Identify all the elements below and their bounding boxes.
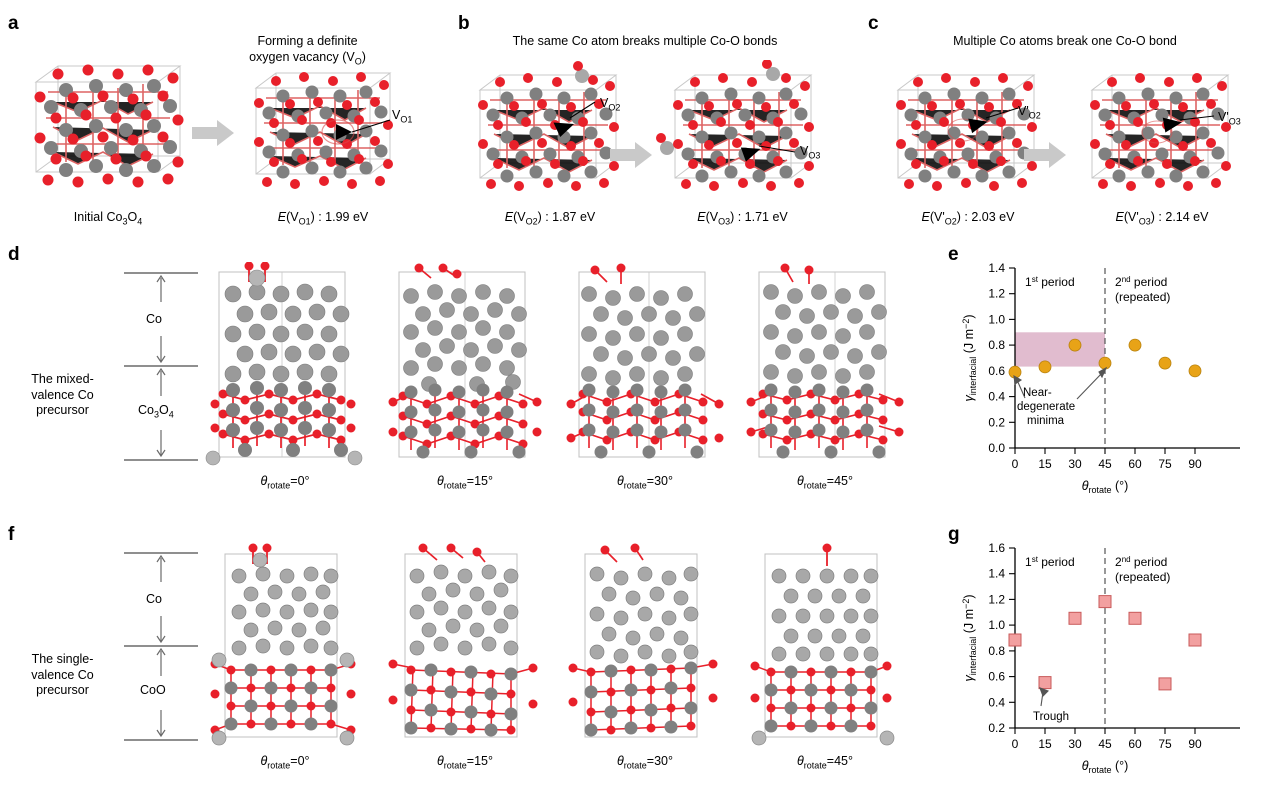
panel-d-stack-top-label: Co — [146, 312, 162, 326]
crystal-a-vacancy — [238, 60, 408, 198]
panel-c-title: Multiple Co atoms break one Co-O bond — [953, 34, 1177, 48]
panel-b-left-vacancy-sub: O2 — [608, 102, 621, 113]
panel-f-row-label-l1: The single- — [31, 652, 94, 666]
crystal-f-45 — [745, 542, 905, 747]
svg-text:60: 60 — [1128, 737, 1142, 751]
panel-d-caption-15: $\theta_{rotate}=15^\circ$ — [437, 474, 493, 491]
panel-letter-b: b — [458, 13, 470, 34]
panel-b-left-vacancy-label — [600, 96, 620, 114]
svg-text:0.6: 0.6 — [988, 669, 1005, 684]
panel-a-energy-sub: O1 — [298, 216, 311, 227]
crystal-d-15 — [385, 262, 545, 467]
svg-text:1.4: 1.4 — [988, 566, 1005, 581]
panel-a-left-caption: Initial $Co_3O_4$ — [73, 210, 143, 227]
crystal-f-0 — [205, 542, 365, 747]
svg-text:15: 15 — [1038, 737, 1052, 751]
panel-f-caption-45: $\theta_{rotate}=45^\circ$ — [797, 754, 853, 771]
svg-text:1.4: 1.4 — [988, 261, 1005, 275]
svg-text:0: 0 — [1011, 457, 1019, 471]
svg-text:1.2: 1.2 — [988, 592, 1005, 607]
panel-f-caption-15: $\theta_{rotate}=15^\circ$ — [437, 754, 493, 771]
svg-text:60: 60 — [1128, 457, 1142, 471]
svg-text:30: 30 — [1068, 737, 1082, 751]
panel-letter-d: d — [8, 244, 20, 265]
svg-text:0.8: 0.8 — [988, 643, 1005, 658]
panel-letter-e: e — [948, 244, 959, 265]
panel-a-right-caption: $E(V_{O1})$ : 1.99 eV — [277, 210, 369, 227]
panel-f-bracket — [118, 548, 204, 748]
panel-c-right-caption: $E(V'_{O3})$ : 2.14 eV — [1115, 210, 1209, 227]
svg-text:30: 30 — [1068, 457, 1082, 471]
svg-text:0.4: 0.4 — [988, 695, 1005, 710]
panel-b-right-cap-sub: O3 — [718, 216, 731, 227]
crystal-d-0 — [205, 262, 365, 467]
panel-c-left-vacancy-sub: O2 — [1028, 110, 1041, 121]
panel-b-left-vacancy-sym: V — [600, 96, 609, 110]
arrow-a — [190, 118, 236, 148]
svg-text:1.0: 1.0 — [988, 312, 1005, 327]
panel-a-title-line1: Forming a definite — [257, 34, 358, 48]
svg-text:2nd period: 2nd period — [1115, 275, 1168, 289]
panel-c-left-vacancy-sym: V' — [1018, 104, 1029, 118]
panel-b-right-vacancy-sym: V — [800, 144, 809, 158]
panel-d-bracket — [118, 268, 204, 468]
svg-text:15: 15 — [1038, 457, 1052, 471]
panel-c-left-cap-sub: O2 — [944, 216, 957, 227]
panel-a-vacancy-label — [392, 108, 412, 126]
svg-text:90: 90 — [1188, 737, 1202, 751]
crystal-d-30 — [565, 262, 725, 467]
crystal-d-45 — [745, 262, 905, 467]
panel-a-energy-E: E — [277, 210, 287, 224]
svg-text:0: 0 — [1011, 737, 1019, 751]
crystal-a-initial — [18, 52, 198, 197]
chart-e — [955, 258, 1255, 498]
svg-text:0.8: 0.8 — [988, 338, 1005, 353]
svg-text:0.6: 0.6 — [988, 363, 1005, 378]
svg-text:Near-: Near- — [1023, 387, 1052, 399]
panel-d-row-label-l2: valence Co — [31, 387, 94, 402]
svg-text:Trough: Trough — [1033, 711, 1070, 723]
panel-c-right-vacancy-sym: V' — [1218, 110, 1229, 124]
crystal-c-left — [878, 60, 1053, 200]
panel-f-row-label — [10, 652, 115, 699]
panel-d-caption-30: $\theta_{rotate}=30^\circ$ — [617, 474, 673, 491]
panel-a-vacancy-subscript: O1 — [400, 114, 413, 125]
svg-text:1st period: 1st period — [1025, 555, 1075, 569]
panel-letter-f: f — [8, 524, 15, 545]
panel-c-right-vacancy-sub: O3 — [1228, 116, 1241, 127]
svg-text:θrotate (°): $\theta_{rotate}$ (°) — [1081, 479, 1129, 495]
svg-text:0.4: 0.4 — [988, 389, 1005, 404]
panel-f-row-label-l3: precursor — [36, 683, 89, 698]
panel-b-right-caption: $E(V_{O3})$ : 1.71 eV — [697, 210, 788, 227]
svg-text:(repeated): (repeated) — [1115, 290, 1171, 304]
arrow-c — [1022, 140, 1068, 170]
svg-text:γinterfacial (J m−2): $\gamma_{interfacial}$ (J $m^{-2}$) — [961, 594, 978, 682]
panel-c-right-cap-sub: O3 — [1138, 216, 1151, 227]
panel-f-stack-top-label: Co — [146, 592, 162, 606]
panel-b-right-vacancy-sub: O3 — [808, 150, 821, 161]
panel-d-stack-bottom-label: $Co_3O_4$ — [138, 403, 174, 420]
svg-text:(repeated): (repeated) — [1115, 570, 1171, 584]
panel-letter-g: g — [948, 524, 960, 545]
crystal-b-right — [655, 60, 830, 200]
panel-f-row-label-l2: valence Co — [31, 667, 94, 682]
panel-a-title-line2: oxygen vacancy (V — [249, 49, 355, 64]
crystal-f-30 — [565, 542, 725, 747]
panel-b-title: The same Co atom breaks multiple Co-O bonds — [512, 34, 778, 48]
svg-text:minima: minima — [1027, 415, 1065, 427]
svg-text:2nd period: 2nd period — [1115, 555, 1168, 569]
crystal-b-left — [460, 60, 635, 200]
svg-text:0.2: 0.2 — [988, 415, 1005, 430]
panel-a-title-line2c: ) — [361, 49, 366, 64]
svg-text:1.2: 1.2 — [988, 286, 1005, 301]
panel-f-caption-30: $\theta_{rotate}=30^\circ$ — [617, 754, 673, 771]
svg-text:75: 75 — [1158, 457, 1172, 471]
panel-c-left-vacancy-label — [1018, 104, 1041, 122]
panel-b-left-cap-sub: O2 — [525, 216, 538, 227]
svg-text:45: 45 — [1098, 457, 1112, 471]
svg-text:1.0: 1.0 — [988, 618, 1005, 633]
panel-a-vacancy-sym: V — [392, 108, 401, 122]
chart-g — [955, 538, 1255, 778]
crystal-c-right — [1072, 60, 1247, 200]
svg-text:0.0: 0.0 — [988, 441, 1005, 455]
panel-d-row-label — [10, 372, 115, 419]
panel-d-caption-45: $\theta_{rotate}=45^\circ$ — [797, 474, 853, 491]
panel-d-row-label-l1: The mixed- — [31, 372, 94, 386]
svg-text:75: 75 — [1158, 737, 1172, 751]
svg-text:γinterfacial (J m−2): $\gamma_{interfacial}$ (J $m^{-2}$) — [961, 314, 978, 402]
panel-b-right-vacancy-label — [800, 144, 820, 162]
panel-letter-c: c — [868, 13, 879, 34]
panel-f-stack-bottom-label: CoO — [140, 683, 166, 697]
svg-text:0.2: 0.2 — [988, 721, 1005, 735]
svg-text:90: 90 — [1188, 457, 1202, 471]
arrow-b — [608, 140, 654, 170]
svg-text:θrotate (°): $\theta_{rotate}$ (°) — [1081, 759, 1129, 775]
svg-text:1st period: 1st period — [1025, 275, 1075, 289]
panel-b-left-caption: $E(V_{O2})$ : 1.87 eV — [504, 210, 596, 227]
svg-text:1.6: 1.6 — [988, 541, 1005, 555]
panel-letter-a: a — [8, 13, 19, 34]
panel-d-caption-0: $\theta_{rotate}=0^\circ$ — [260, 474, 310, 491]
panel-c-right-vacancy-label — [1218, 110, 1241, 128]
panel-f-caption-0: $\theta_{rotate}=0^\circ$ — [260, 754, 310, 771]
svg-text:degenerate: degenerate — [1017, 401, 1076, 413]
panel-c-left-caption: $E(V'_{O2})$ : 2.03 eV — [921, 210, 1015, 227]
crystal-f-15 — [385, 542, 545, 747]
svg-text:45: 45 — [1098, 737, 1112, 751]
panel-a-title-sub: O — [354, 56, 362, 67]
panel-d-row-label-l3: precursor — [36, 403, 89, 418]
